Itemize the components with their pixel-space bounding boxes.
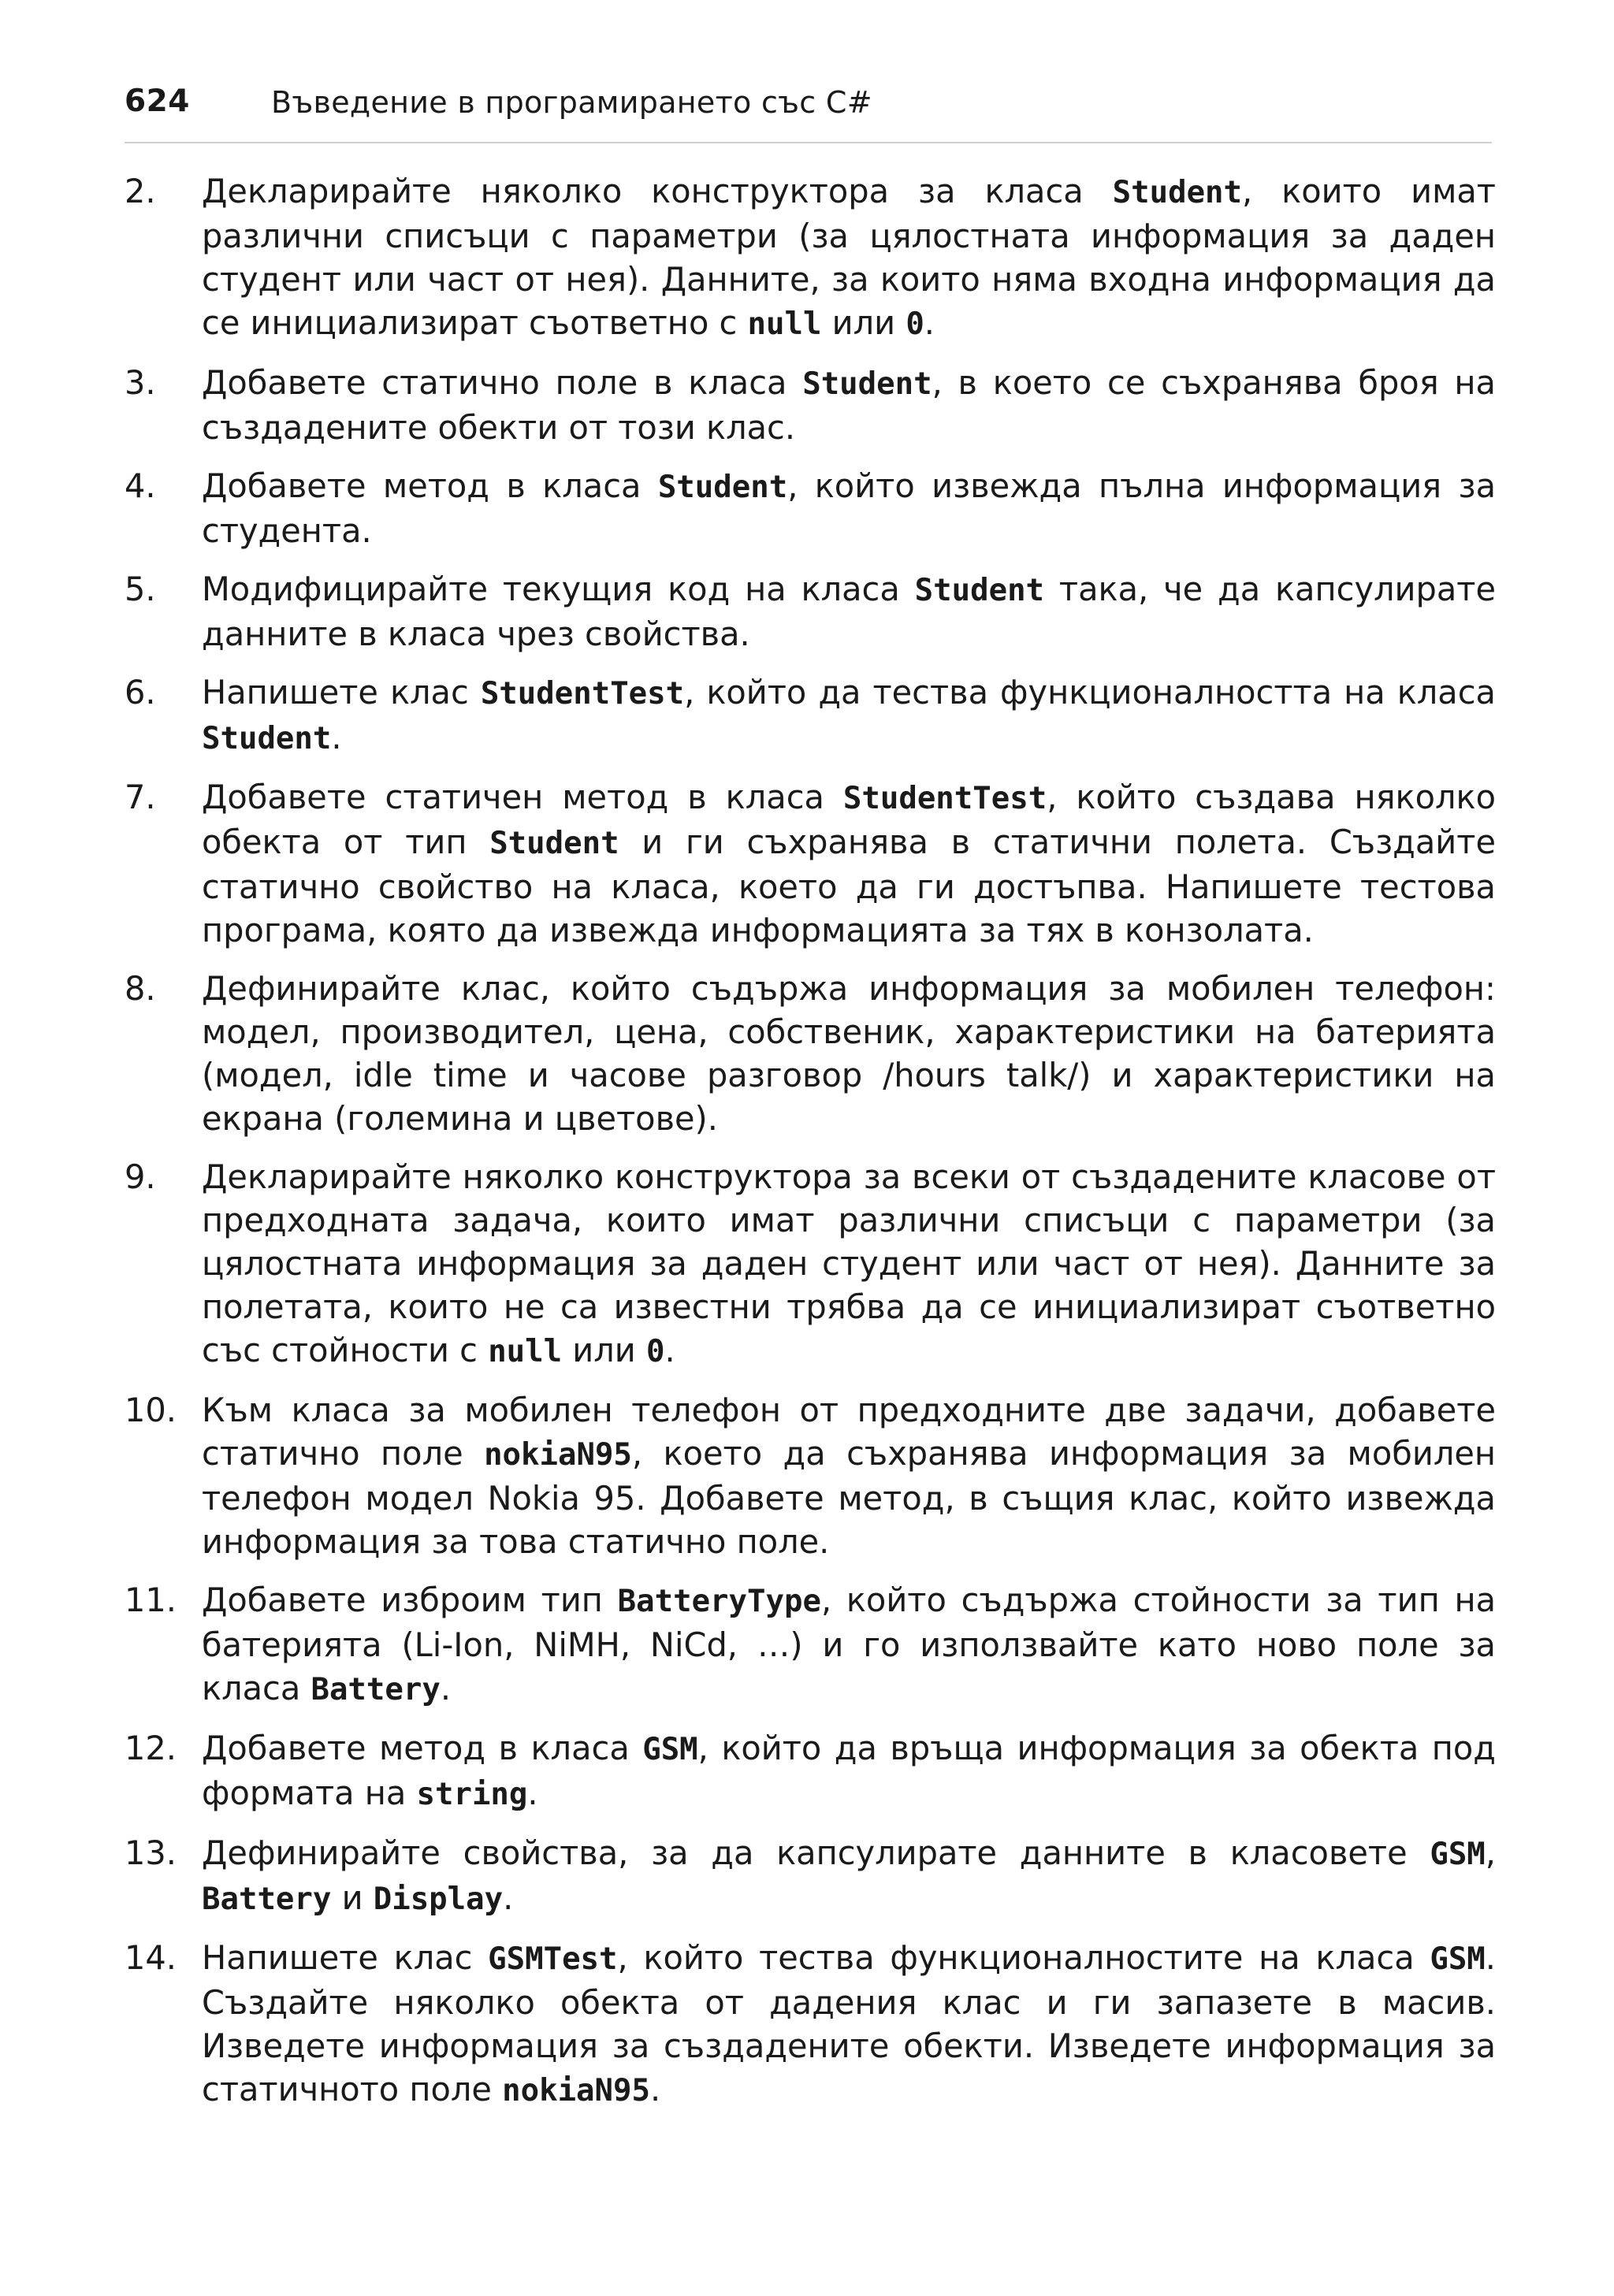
exercise-item [125, 1726, 1496, 1816]
text-segment: . [503, 1878, 514, 1917]
exercise-text [202, 361, 1496, 449]
text-segment: Декларирайте няколко конструктора за класа [202, 172, 1113, 210]
text-segment: Напишете клас [202, 1938, 489, 1977]
exercise-item [125, 967, 1496, 1140]
code-identifier: 0 [645, 1334, 665, 1369]
page-header [125, 79, 1492, 143]
code-identifier: Battery [311, 1672, 441, 1707]
text-segment: Дефинирайте клас, който съдържа информация за мобилен телефон: модел, производител, цена, собственик, характеристики на батерията (модел, idle time и часове разговор /hours talk/) и характеристики на екрана (големина и цветове). [202, 969, 1496, 1138]
exercise-number: 6. [125, 673, 156, 711]
text-segment: , които имат различни списъци с параметри (за цялостната информация за даден студент или част от нея). Данните, за които няма входна информация да се инициализират съответно с [202, 172, 1496, 342]
exercise-text [202, 775, 1496, 952]
code-identifier: null [488, 1334, 563, 1369]
exercise-item [125, 464, 1496, 552]
code-identifier: Student [1112, 175, 1243, 210]
exercise-item [125, 775, 1496, 952]
text-segment: , който да връща информация за обекта под формата на [202, 1729, 1496, 1812]
exercise-number: 11. [125, 1581, 177, 1619]
code-identifier: StudentTest [842, 781, 1047, 816]
text-segment: Добавете метод в класа [202, 1729, 643, 1767]
text-segment: Добавете метод в класа [202, 466, 658, 505]
text-segment: . [649, 2070, 661, 2108]
page-number: 624 [125, 84, 190, 119]
exercise-item [125, 671, 1496, 760]
code-identifier: nokiaN95 [484, 1437, 632, 1473]
exercise-number: 3. [125, 363, 156, 402]
code-identifier: Student [914, 573, 1045, 608]
code-identifier: Display [373, 1882, 504, 1917]
text-segment: Модифицирайте текущия код на класа [202, 570, 915, 608]
code-identifier: Student [489, 826, 619, 861]
text-segment: . Създайте няколко обекта от дадения клас и ги запазете в масив. Изведете информация за създадените обекти. Изведете информация за статичното поле [202, 1938, 1496, 2108]
code-identifier: 0 [906, 307, 924, 342]
exercise-item [125, 1155, 1496, 1373]
exercise-text [202, 1155, 1496, 1373]
text-segment: Добавете изброим тип [202, 1581, 618, 1619]
code-identifier: Student [802, 366, 932, 402]
exercise-number: 13. [125, 1833, 177, 1872]
code-identifier: GSMTest [488, 1941, 618, 1977]
exercise-text [202, 464, 1496, 552]
exercise-item [125, 567, 1496, 656]
exercise-item [125, 1388, 1496, 1563]
exercise-number: 10. [125, 1391, 177, 1429]
exercise-list [125, 169, 1496, 2127]
text-segment: . [331, 718, 342, 756]
code-identifier: nokiaN95 [502, 2073, 650, 2108]
text-segment: така, че да капсулирате данните в класа чрез свойства. [202, 570, 1496, 653]
text-segment: . [440, 1669, 452, 1707]
text-segment: и ги съхранява в статични полета. Създайте статично свойство на класа, което да ги достъпва. Напишете тестова програма, която да извежда информацията за тях в конзолата. [202, 823, 1496, 949]
text-segment: , който съдържа стойности за тип на батерията (Li-Ion, NiMH, NiCd, …) и го използвайте като ново поле за класа [202, 1581, 1497, 1707]
text-segment: Напишете клас [202, 673, 481, 711]
text-segment: . [527, 1774, 538, 1812]
exercise-text [202, 671, 1496, 760]
code-identifier: Student [202, 721, 332, 756]
text-segment: . [664, 1331, 675, 1369]
exercise-text [202, 967, 1496, 1140]
code-identifier: string [416, 1777, 528, 1812]
text-segment: , в което се съхранява броя на създадените обекти от този клас. [202, 363, 1496, 447]
exercise-text [202, 1726, 1496, 1816]
exercise-number: 14. [125, 1938, 177, 1977]
exercise-number: 2. [125, 172, 156, 210]
code-identifier: StudentTest [480, 676, 685, 711]
exercise-item [125, 1831, 1496, 1921]
text-segment: , [1485, 1833, 1496, 1872]
exercise-text [202, 567, 1496, 656]
text-segment: Добавете статично поле в класа [202, 363, 803, 402]
text-segment: Дефинирайте свойства, за да капсулирате данните в класовете [202, 1833, 1430, 1872]
code-identifier: BatteryType [617, 1584, 821, 1619]
text-segment: , който създава няколко обекта от тип [202, 778, 1496, 861]
exercise-item [125, 1936, 1496, 2112]
exercise-number: 12. [125, 1729, 177, 1767]
text-segment: , който извежда пълна информация за студента. [202, 466, 1496, 550]
text-segment: или [562, 1331, 646, 1369]
exercise-text [202, 1388, 1496, 1563]
exercise-number: 7. [125, 778, 156, 816]
text-segment: , който тества функционалностите на класа [617, 1938, 1430, 1977]
code-identifier: Battery [202, 1882, 332, 1917]
code-identifier: GSM [642, 1732, 698, 1767]
code-identifier: GSM [1430, 1837, 1486, 1872]
text-segment: и [331, 1878, 374, 1917]
exercise-number: 9. [125, 1157, 156, 1196]
exercise-text [202, 1936, 1496, 2112]
code-identifier: Student [657, 470, 788, 505]
exercise-item [125, 1578, 1496, 1711]
text-segment: , който да тества функционалността на класа [684, 673, 1496, 711]
exercise-item [125, 169, 1496, 346]
exercise-item [125, 361, 1496, 449]
exercise-text [202, 1831, 1496, 1921]
exercise-number: 4. [125, 466, 156, 505]
exercise-number: 8. [125, 969, 156, 1008]
text-segment: Декларирайте няколко конструктора за всеки от създадените класове от предходната задача, които имат различни списъци с параметри (за цялостната информация за даден студент или част от нея). Данните за полетата, които не са известни трябва да се инициализират съответно със стойности с [202, 1157, 1496, 1369]
exercise-number: 5. [125, 570, 156, 608]
text-segment: Към класа за мобилен телефон от предходните две задачи, добавете статично поле [202, 1391, 1496, 1473]
exercise-text [202, 1578, 1496, 1711]
code-identifier: null [747, 307, 822, 342]
text-segment: Добавете статичен метод в класа [202, 778, 843, 816]
text-segment: или [821, 303, 906, 342]
text-segment: , което да съхранява информация за мобилен телефон модел Nokia 95. Добавете метод, в същия клас, който извежда информация за това статично поле. [202, 1434, 1497, 1561]
text-segment: . [924, 303, 935, 342]
book-title: Въведение в програмирането със C# [271, 85, 872, 120]
exercise-text [202, 169, 1496, 346]
code-identifier: GSM [1430, 1941, 1486, 1977]
